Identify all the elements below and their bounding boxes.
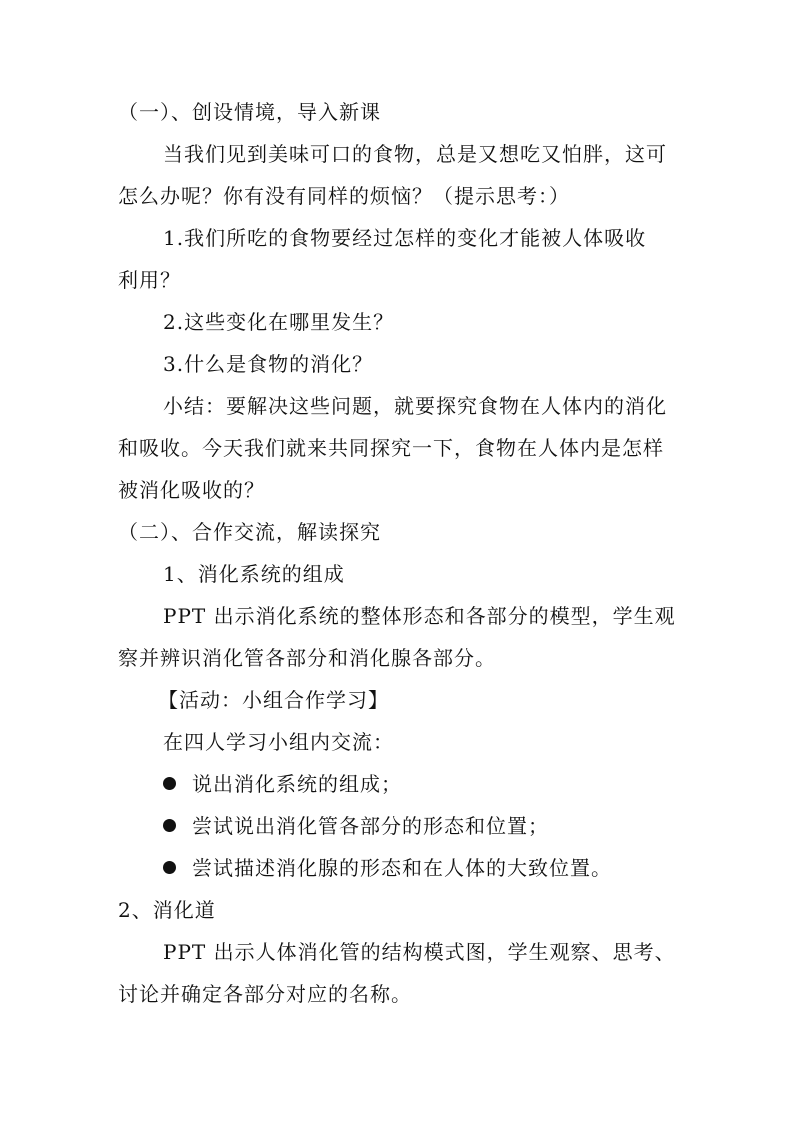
subsection-1-para-line-1: PPT 出示消化系统的整体形态和各部分的模型，学生观: [163, 604, 676, 628]
intro-line-1: 当我们见到美味可口的食物，总是又想吃又怕胖，这可: [163, 142, 667, 166]
activity-title: 【活动：小组合作学习】: [158, 688, 389, 712]
bullet-text: 尝试说出消化管各部分的形态和位置；: [192, 814, 549, 838]
summary-line-3: 被消化吸收的？: [118, 478, 265, 502]
bullet-text: 尝试描述消化腺的形态和在人体的大致位置。: [192, 856, 612, 880]
bullet-text: 说出消化系统的组成；: [192, 772, 402, 796]
question-1-line-2: 利用？: [118, 268, 181, 292]
activity-intro: 在四人学习小组内交流：: [163, 730, 394, 754]
subsection-2-para-line-1: PPT 出示人体消化管的结构模式图，学生观察、思考、: [163, 940, 676, 964]
bullet-dot-icon: [163, 861, 176, 874]
subsection-1-para-line-2: 察并辨识消化管各部分和消化腺各部分。: [118, 646, 496, 670]
intro-line-2: 怎么办呢？你有没有同样的烦恼？（提示思考：）: [118, 184, 570, 208]
section2-heading: （二）、合作交流，解读探究: [118, 520, 381, 544]
subsection-1-title: 1、消化系统的组成: [163, 562, 345, 586]
bullet-dot-icon: [163, 819, 176, 832]
question-1-line-1: 1.我们所吃的食物要经过怎样的变化才能被人体吸收: [163, 226, 647, 250]
bullet-item: [163, 813, 549, 839]
section1-heading: （一）、创设情境，导入新课: [118, 100, 381, 124]
subsection-2-title: 2、消化道: [118, 898, 216, 922]
bullet-item: [163, 771, 402, 797]
bullet-item: [163, 855, 612, 881]
subsection-2-para-line-2: 讨论并确定各部分对应的名称。: [118, 982, 412, 1006]
summary-line-1: 小结：要解决这些问题，就要探究食物在人体内的消化: [163, 394, 667, 418]
bullet-dot-icon: [163, 777, 176, 790]
question-3: 3.什么是食物的消化？: [163, 352, 374, 376]
summary-line-2: 和吸收。今天我们就来共同探究一下，食物在人体内是怎样: [118, 436, 664, 460]
question-2: 2.这些变化在哪里发生？: [163, 310, 395, 334]
